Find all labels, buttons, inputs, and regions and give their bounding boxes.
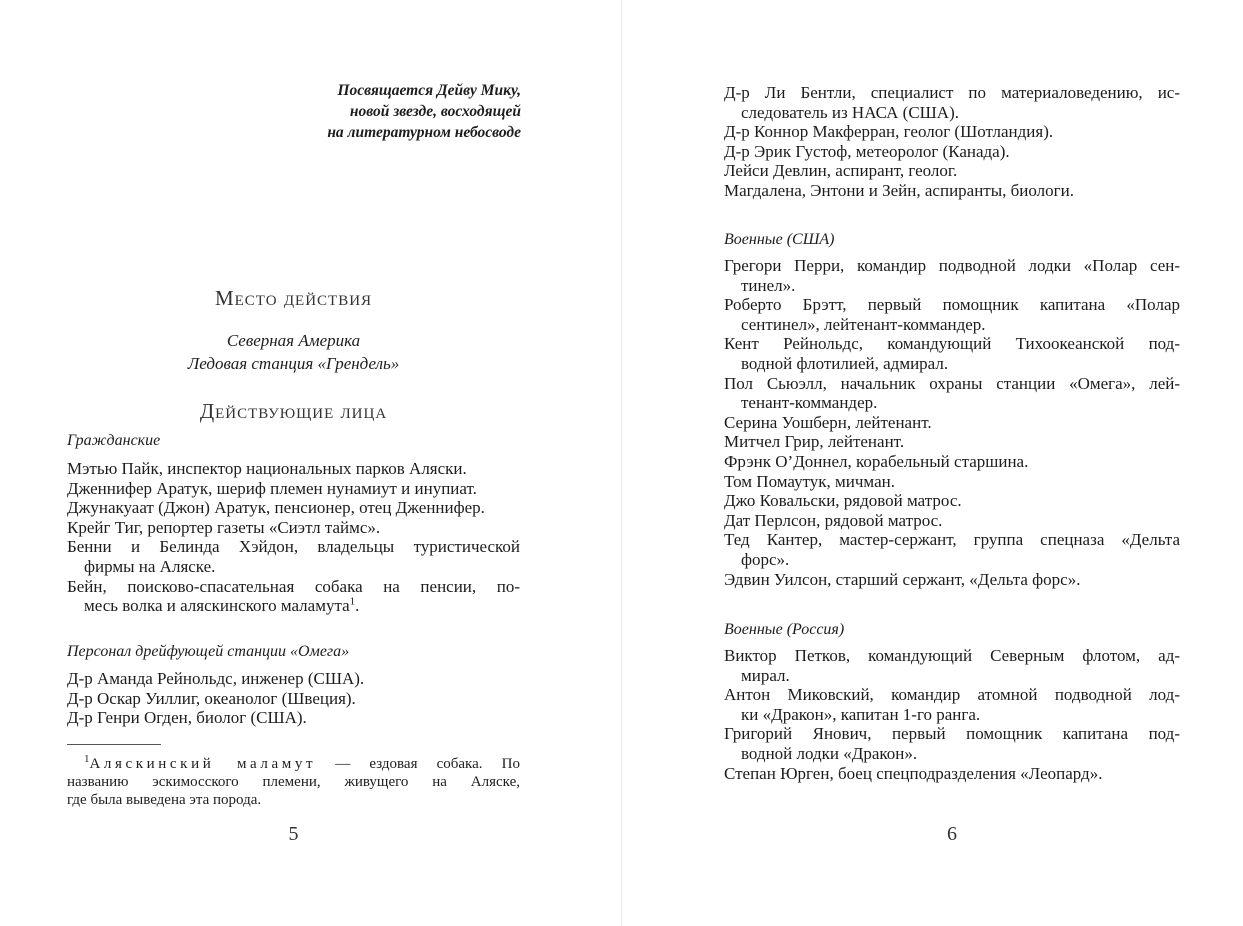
list-item <box>724 413 1180 433</box>
list-item <box>724 570 1180 590</box>
list-item <box>67 669 520 689</box>
entry-line: Бейн, поисково-спасательная собака на пенсии, по- <box>67 576 520 596</box>
entry-line: Том Помаутук, мичман. <box>724 471 895 491</box>
footnote-rule <box>67 744 161 745</box>
entry-line: мирал. <box>741 665 790 685</box>
footnote-line <box>67 755 520 773</box>
list-item <box>724 511 1180 531</box>
setting-line: Ледовая станция «Грендель» <box>187 354 400 373</box>
list-item <box>724 181 1180 201</box>
list-item <box>724 724 1180 763</box>
list-item <box>724 295 1180 334</box>
entry-line: Д-р Эрик Густоф, метеоролог (Канада). <box>724 141 1010 161</box>
footnote-reference: 1 <box>349 595 356 608</box>
entry-line: Степан Юрген, боец спецподразделения «Леопард». <box>724 763 1103 783</box>
entry-line: форс». <box>741 549 790 569</box>
entry-line: Д-р Генри Огден, биолог (США). <box>67 708 307 728</box>
list-item <box>724 334 1180 373</box>
entry-line: ки «Дракон», капитан 1-го ранга. <box>741 704 981 724</box>
list-item <box>724 646 1180 685</box>
footnote <box>67 755 520 809</box>
list-item <box>724 161 1180 181</box>
entry-line: Антон Миковский, командир атомной подводной лод- <box>724 685 1180 705</box>
entry-line: Лейси Девлин, аспирант, геолог. <box>724 161 958 181</box>
dedication-line: на литературном небосводе <box>327 124 521 141</box>
dedication <box>200 80 521 143</box>
entry-line: Д-р Оскар Уиллиг, океанолог (Швеция). <box>67 688 356 708</box>
list-item <box>724 432 1180 452</box>
entry-line: Дженнифер Аратук, шериф племен нунамиут и инупиат. <box>67 478 477 498</box>
list-item <box>67 479 520 499</box>
page-number: 6 <box>947 823 957 845</box>
list-item <box>724 83 1180 122</box>
entry-line: Джо Ковальски, рядовой матрос. <box>724 491 962 511</box>
entry-line: сентинел», лейтенант-коммандер. <box>741 314 986 334</box>
list-item <box>724 374 1180 413</box>
section-heading-omega-staff: Персонал дрейфующей станции «Омега» <box>67 643 350 660</box>
list-item <box>724 764 1180 784</box>
entry-line: Дат Перлсон, рядовой матрос. <box>724 510 943 530</box>
setting-block <box>67 329 520 375</box>
footnote-text: — ездовая собака. По <box>316 756 520 772</box>
entry-line: Григорий Янович, первый помощник капитана под- <box>724 724 1180 744</box>
entry-line: Мэтью Пайк, инспектор национальных парков Аляски. <box>67 459 467 478</box>
right-page <box>622 0 1243 926</box>
entry-line: Крейг Тиг, репортер газеты «Сиэтл таймс». <box>67 517 381 537</box>
list-item <box>724 256 1180 295</box>
entry-line: Пол Сьюэлл, начальник охраны станции «Омега», лей- <box>724 373 1180 393</box>
military-ru-list <box>724 646 1180 783</box>
entry-line: Д-р Аманда Рейнольдс, инженер (США). <box>67 669 365 688</box>
list-item <box>67 689 520 709</box>
cast-heading: Действующие лица <box>199 399 388 423</box>
entry-line: Фрэнк О’Доннел, корабельный старшина. <box>724 451 1029 471</box>
dedication-line: новой звезде, восходящей <box>349 103 521 120</box>
list-item <box>67 708 520 728</box>
section-heading-military-ru: Военные (Россия) <box>724 621 845 638</box>
entry-line: тенант-коммандер. <box>741 393 878 413</box>
entry-line: Джунакуаат (Джон) Аратук, пенсионер, отец Дженнифер. <box>67 498 485 518</box>
list-item <box>724 122 1180 142</box>
footnote-line: названию эскимосского племени, живущего на Аляске, <box>67 774 520 790</box>
setting-heading: Место действия <box>214 286 373 310</box>
civilians-list <box>67 459 520 616</box>
entry-line: Грегори Перри, командир подводной лодки «Полар сен- <box>724 256 1180 275</box>
list-item <box>724 472 1180 492</box>
entry-line: Роберто Брэтт, первый помощник капитана «Полар <box>724 295 1180 315</box>
entry-line: Д-р Коннор Макферран, геолог (Шотландия). <box>724 122 1054 142</box>
page-number: 5 <box>288 823 299 845</box>
entry-line: фирмы на Аляске. <box>84 556 216 576</box>
entry-line: Бенни и Белинда Хэйдон, владельцы туристической <box>67 537 520 557</box>
list-item <box>67 518 520 538</box>
entry-line: водной флотилией, адмирал. <box>741 353 949 373</box>
section-heading-civilians: Гражданские <box>67 432 161 449</box>
entry-line: Виктор Петков, командующий Северным флотом, ад- <box>724 646 1180 665</box>
list-item <box>67 498 520 518</box>
omega-staff-list <box>67 669 520 728</box>
footnote-term: Аляскинский маламут <box>89 756 317 772</box>
entry-line: месь волка и аляскинского маламута$^1$. <box>84 595 360 616</box>
entry-line: Магдалена, Энтони и Зейн, аспиранты, биологи. <box>724 180 1074 200</box>
list-item <box>724 452 1180 472</box>
list-item <box>724 685 1180 724</box>
left-page <box>0 0 621 926</box>
list-item <box>724 491 1180 511</box>
list-item <box>67 459 520 479</box>
dedication-line: Посвящается Дейву Мику, <box>337 82 521 99</box>
entry-line: Серина Уошберн, лейтенант. <box>724 412 932 432</box>
footnote-mark: 1 <box>84 753 90 765</box>
entry-line: Кент Рейнольдс, командующий Тихоокеанской под- <box>724 334 1180 354</box>
entry-line: Тед Кантер, мастер-сержант, группа спецназа «Дельта <box>724 530 1180 550</box>
section-heading-military-us: Военные (США) <box>724 231 835 248</box>
staff-continued-list <box>724 83 1180 201</box>
list-item <box>724 530 1180 569</box>
list-item <box>67 577 520 616</box>
list-item <box>724 142 1180 162</box>
military-us-list <box>724 256 1180 589</box>
entry-line: Д-р Ли Бентли, специалист по материаловедению, ис- <box>724 83 1180 102</box>
setting-line: Северная Америка <box>226 331 361 350</box>
footnote-line: где была выведена эта порода. <box>67 792 262 808</box>
list-item <box>67 537 520 576</box>
entry-line: Митчел Грир, лейтенант. <box>724 432 905 452</box>
entry-line: следователь из НАСА (США). <box>741 102 959 122</box>
entry-line: водной лодки «Дракон». <box>741 743 918 763</box>
entry-line: Эдвин Уилсон, старший сержант, «Дельта форс». <box>724 569 1081 589</box>
entry-line: тинел». <box>741 275 796 295</box>
